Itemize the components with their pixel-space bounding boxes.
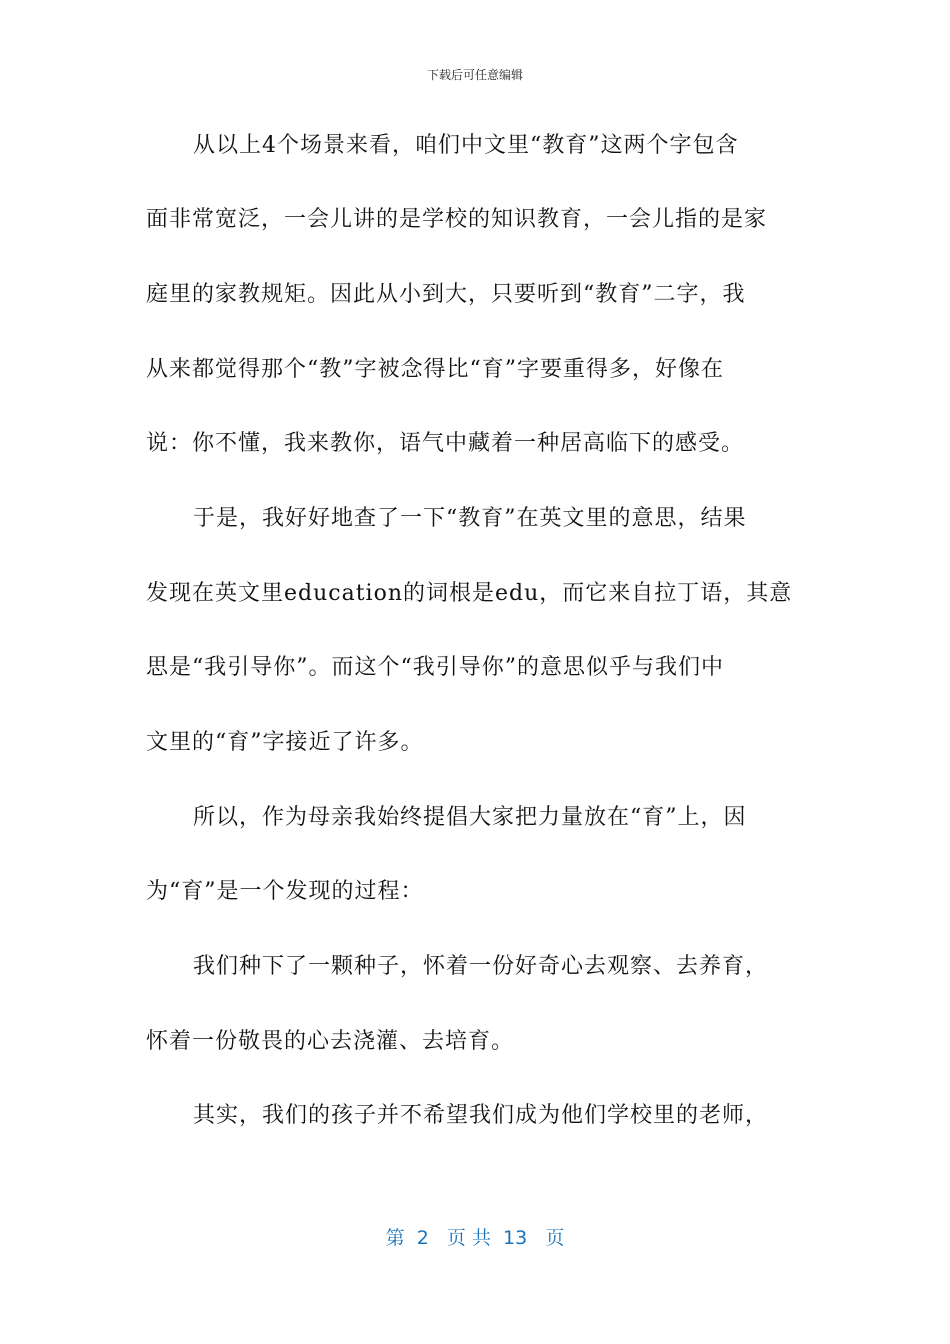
paragraph-line: 从来都觉得那个“教”字被念得比“育”字要重得多，好像在 (146, 357, 724, 382)
paragraph-line: 于是，我好好地查了一下“教育”在英文里的意思，结果 (193, 506, 747, 531)
paragraph-line: 从以上4个场景来看，咱们中文里“教育”这两个字包含 (193, 133, 739, 158)
paragraph-line: 为“育”是一个发现的过程： (146, 879, 424, 904)
paragraph-line: 文里的“育”字接近了许多。 (146, 730, 424, 755)
page-header: 下载后可任意编辑 (426, 68, 523, 82)
paragraph-line: 庭里的家教规矩。因此从小到大，只要听到“教育”二字，我 (146, 282, 746, 307)
paragraph-line: 说：你不懂，我来教你，语气中藏着一种居高临下的感受。 (146, 431, 745, 456)
paragraph-line: 所以，作为母亲我始终提倡大家把力量放在“育”上，因 (193, 805, 747, 830)
page-number-footer: 第 2 页 共 13 页 (385, 1227, 565, 1249)
paragraph-line: 怀着一份敬畏的心去浇灌、去培育。 (146, 1029, 515, 1054)
paragraph-line: 其实，我们的孩子并不希望我们成为他们学校里的老师， (193, 1103, 769, 1128)
paragraph-line: 发现在英文里education的词根是edu，而它来自拉丁语，其意 (146, 581, 793, 606)
paragraph-line: 面非常宽泛，一会儿讲的是学校的知识教育，一会儿指的是家 (146, 207, 768, 232)
paragraph-line: 思是“我引导你”。而这个“我引导你”的意思似乎与我们中 (146, 655, 724, 680)
paragraph-line: 我们种下了一颗种子，怀着一份好奇心去观察、去养育， (193, 954, 769, 979)
